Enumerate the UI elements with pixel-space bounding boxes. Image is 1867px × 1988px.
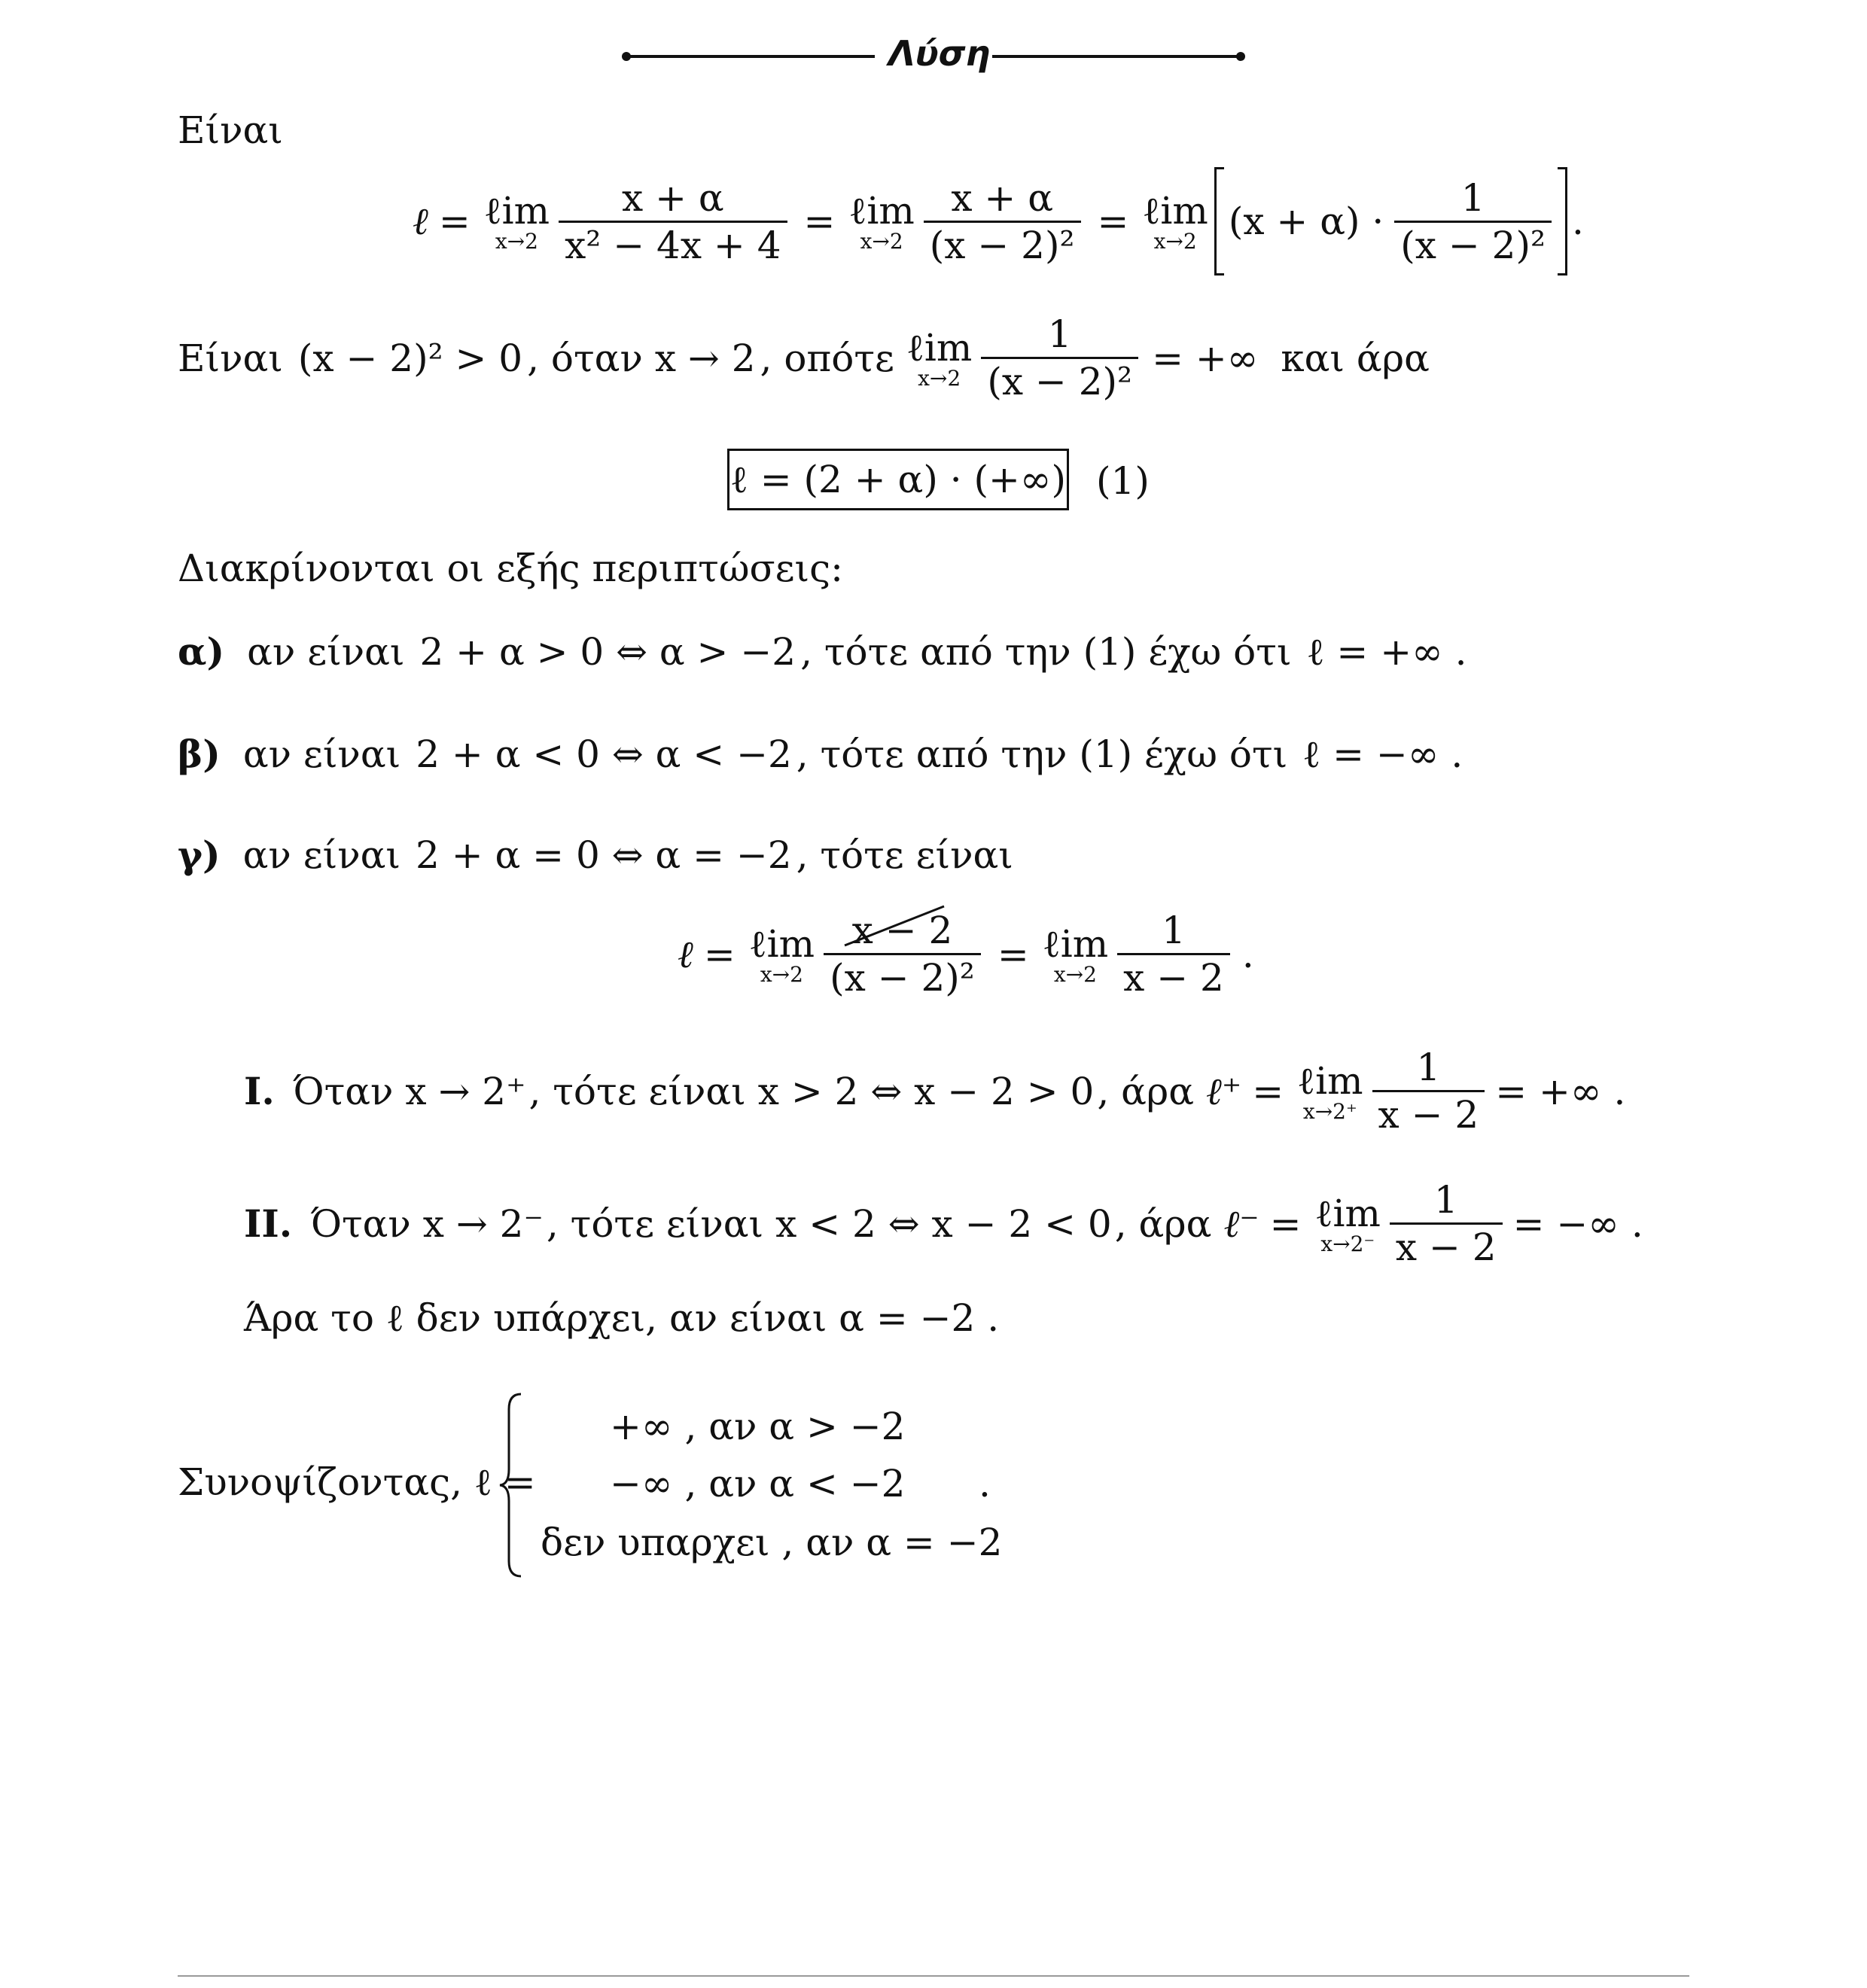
case-c-condition: 2 + α = 0 ⇔ α = −2	[416, 833, 792, 877]
cases-intro: Διακρίνονται οι εξής περιπτώσεις:	[178, 546, 843, 590]
fraction: $\frac{1}{\text{(x − 2)²}}$	[1394, 175, 1552, 268]
case-b-label: β)	[178, 732, 221, 776]
equation-c	[678, 908, 1254, 1000]
fraction: $\frac{x + \alpha}{\text{(x − 2)²}}$	[924, 175, 1081, 268]
case-c-text: αν είναι	[242, 833, 401, 877]
case-b-text: αν είναι	[242, 732, 401, 776]
fraction: $\frac{1}{x - 2}$	[1372, 1045, 1485, 1137]
square-positive: (x − 2)² > 0	[297, 336, 523, 380]
when-text: , όταν	[527, 336, 643, 380]
approach-text: x → 2	[654, 336, 756, 380]
subcase-II-condition: x < 2 ⇔ x − 2 < 0	[775, 1201, 1112, 1246]
summary-row-1: +∞ , αν α > −2	[610, 1405, 906, 1448]
case-c	[178, 833, 1013, 877]
case-b	[178, 732, 1463, 776]
subcase-II-label: II.	[244, 1201, 293, 1246]
fraction: $\frac{1}{\text{(x − 2)²}}$	[981, 312, 1138, 404]
case-c-then: , τότε είναι	[796, 833, 1013, 877]
fraction: $\frac{1}{x - 2}$	[1117, 908, 1230, 1000]
limit-operator: ℓim x→2	[848, 189, 915, 254]
equation-tag: (1)	[1096, 459, 1150, 503]
header-rule-left	[626, 55, 875, 58]
equals-sign: =	[703, 932, 736, 976]
line-2-start: Είναι	[178, 336, 283, 380]
header-title: Λύση	[888, 33, 991, 74]
equals-sign: =	[438, 199, 471, 243]
case-a	[178, 629, 1467, 674]
product-term: (x + α) ·	[1228, 199, 1384, 243]
header-rule-right	[992, 55, 1241, 58]
limit-operator: ℓim x→2	[483, 189, 550, 254]
limit-operator: ℓim x→2	[1142, 189, 1208, 254]
so-text: , οπότε	[760, 336, 894, 380]
case-a-label: α)	[178, 629, 225, 674]
left-bracket	[1214, 167, 1224, 276]
cancel-strike	[842, 903, 947, 948]
ell-plus: ℓ⁺	[1206, 1069, 1242, 1113]
case-a-condition: 2 + α > 0 ⇔ α > −2	[419, 629, 796, 674]
subcase-II-result: = −∞ .	[1512, 1201, 1643, 1246]
subcase-I-label: I.	[244, 1069, 275, 1113]
fraction: $\frac{x + \alpha}{\text{x² − 4x + 4}}$	[559, 175, 787, 268]
subcase-I-condition: x > 2 ⇔ x − 2 > 0	[757, 1069, 1095, 1113]
subcase-I	[244, 1045, 1625, 1137]
boxed-equation: ℓ = (2 + α) · (+∞)	[727, 449, 1069, 510]
footer-rule	[178, 1975, 1689, 1977]
right-bracket	[1558, 167, 1567, 276]
equation-1	[413, 167, 1584, 276]
limit-operator: ℓim x→2⁻	[1314, 1191, 1381, 1256]
equals-sign: =	[1097, 199, 1129, 243]
summary-label: Συνοψίζοντας, ℓ =	[178, 1460, 536, 1504]
ell-symbol: ℓ	[678, 932, 693, 976]
period: .	[1572, 199, 1584, 243]
case-b-then: , τότε από την (1) έχω ότι	[796, 732, 1288, 776]
equals-sign: =	[1252, 1069, 1284, 1113]
subcase-II-then: , τότε είναι	[546, 1201, 764, 1246]
case-c-label: γ)	[178, 833, 221, 877]
conclusion-c: Άρα το ℓ δεν υπάρχει, αν είναι α = −2 .	[244, 1296, 1000, 1340]
ell-symbol: ℓ	[413, 199, 428, 243]
subcase-I-ara: , άρα	[1097, 1069, 1195, 1113]
subcase-I-result: = +∞ .	[1495, 1069, 1626, 1113]
case-b-result: ℓ = −∞ .	[1302, 732, 1463, 776]
limit-operator: ℓim x→2	[748, 921, 815, 987]
period: .	[1241, 932, 1254, 976]
ell-minus: ℓ⁻	[1223, 1201, 1259, 1246]
equals-sign: =	[803, 199, 836, 243]
limit-operator: ℓim x→2⁺	[1297, 1058, 1363, 1124]
case-a-result: ℓ = +∞ .	[1306, 629, 1467, 674]
equals-sign: =	[997, 932, 1029, 976]
summary-row-2: −∞ , αν α < −2	[610, 1462, 906, 1505]
result: = +∞	[1152, 336, 1259, 380]
header-rule-right-dot	[1236, 52, 1245, 61]
subcase-II-approach: x → 2⁻	[422, 1201, 544, 1246]
subcase-II	[244, 1177, 1643, 1270]
subcase-II-text: Όταν	[310, 1201, 411, 1246]
case-a-then: , τότε από την (1) έχω ότι	[800, 629, 1292, 674]
intro-text: Είναι	[178, 108, 283, 152]
case-a-text: αν είναι	[247, 629, 405, 674]
case-b-condition: 2 + α < 0 ⇔ α < −2	[416, 732, 792, 776]
subcase-I-then: , τότε είναι	[528, 1069, 746, 1113]
fraction: $\frac{1}{x - 2}$	[1390, 1177, 1503, 1270]
subcase-I-approach: x → 2⁺	[405, 1069, 526, 1113]
limit-operator: ℓim x→2	[1042, 921, 1109, 987]
summary-row-3: δεν υπαρχει , αν α = −2	[541, 1521, 1003, 1564]
cancelled-fraction: $\frac{x - 2}{\text{(x − 2)²}}$	[824, 908, 981, 1000]
therefore-text: και άρα	[1281, 336, 1430, 380]
equals-sign: =	[1269, 1201, 1302, 1246]
line-2	[178, 312, 1430, 404]
summary-brace	[497, 1391, 524, 1579]
subcase-II-ara: , άρα	[1114, 1201, 1212, 1246]
limit-operator: ℓim x→2	[906, 325, 973, 391]
subcase-I-text: Όταν	[292, 1069, 394, 1113]
summary-period: .	[979, 1462, 991, 1505]
